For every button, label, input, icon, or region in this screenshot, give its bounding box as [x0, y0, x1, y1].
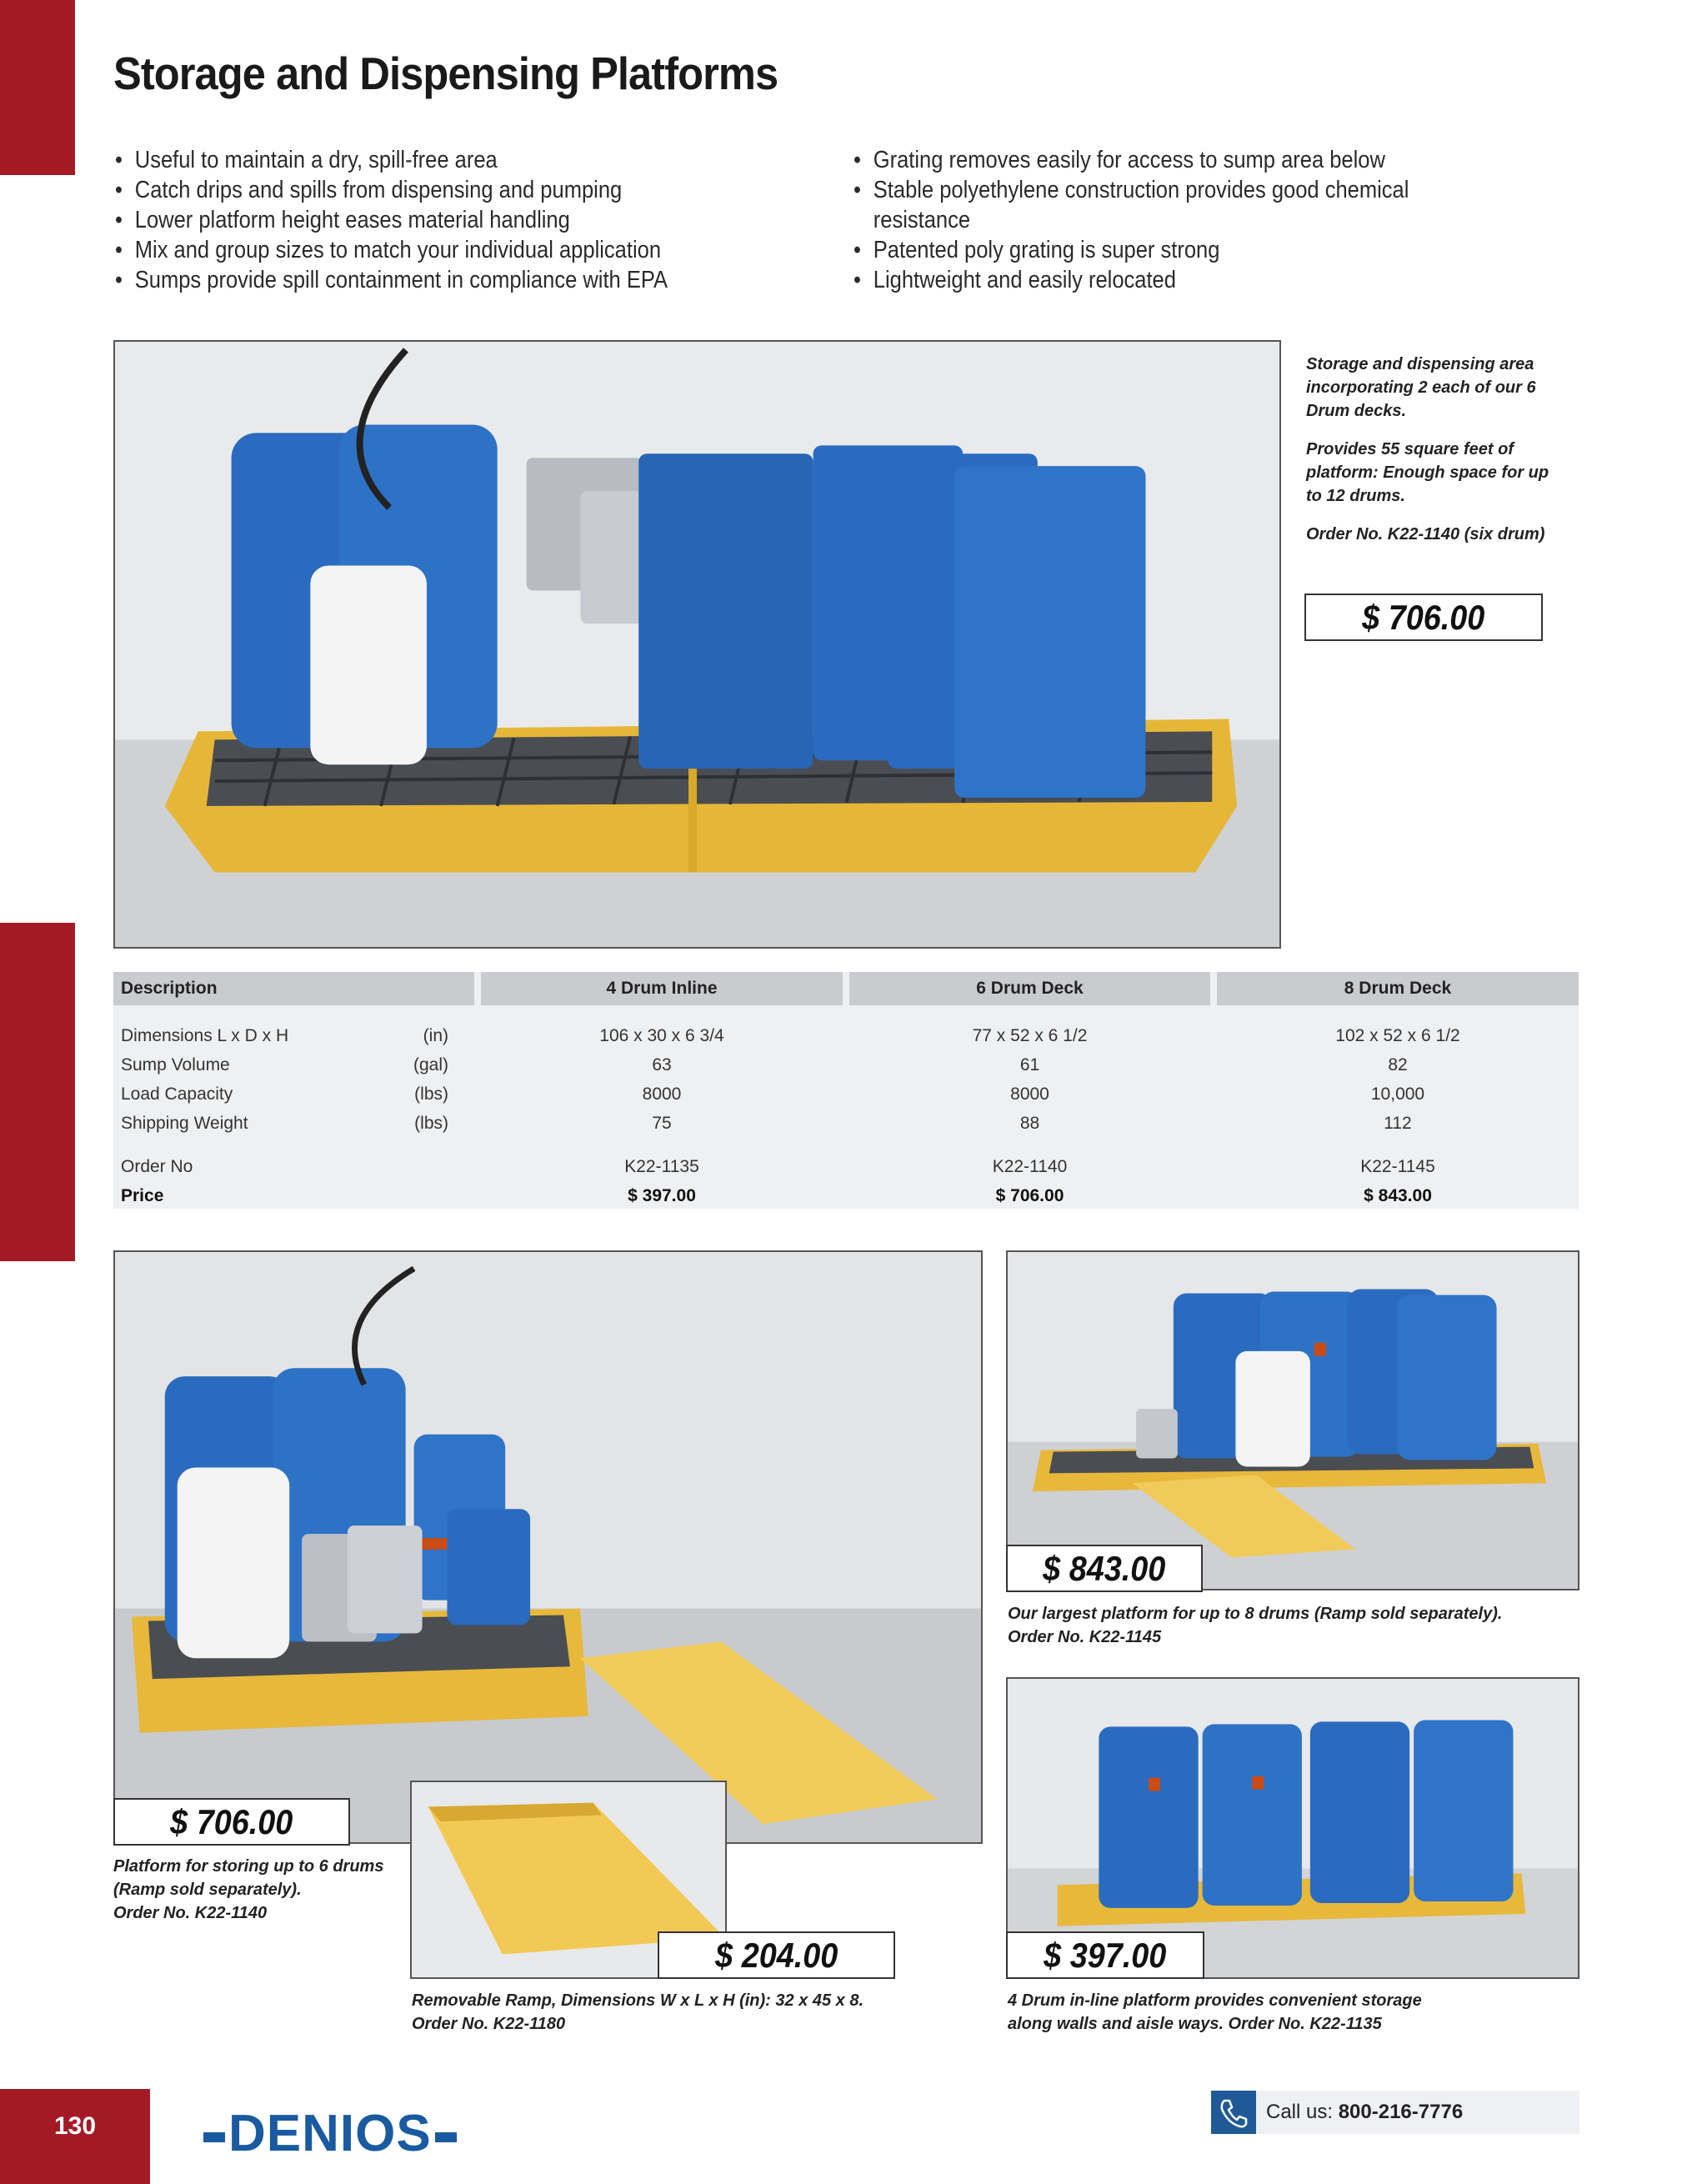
four-drum-price: $ 397.00 [1044, 1936, 1167, 1975]
eight-drum-caption [1008, 1602, 1579, 1649]
side-accent-bar [0, 923, 75, 1261]
row-value: 10,000 [1370, 1084, 1425, 1104]
ramp-caption [412, 1989, 929, 2036]
ramp-price-tag [658, 1931, 895, 1979]
row-value: 63 [652, 1055, 672, 1074]
row-unit: (lbs) [414, 1084, 448, 1104]
feature-item: • Mix and group sizes to match your individual application [115, 235, 775, 265]
hero-product-photo [113, 340, 1281, 949]
table-header-description: Description [113, 972, 474, 1005]
logo-dash-left [203, 2132, 225, 2142]
phone-icon [1211, 2091, 1256, 2134]
specification-table [113, 972, 1579, 1209]
row-value: 77 x 52 x 6 1/2 [972, 1026, 1088, 1045]
eight-drum-platform-photo [1006, 1250, 1579, 1590]
hero-caption [1306, 353, 1556, 561]
denios-logo [200, 2104, 460, 2163]
hero-order-number: Order No. K22-1140 (six drum) [1306, 525, 1545, 543]
top-accent-bar [0, 0, 75, 175]
order-number: K22-1145 [1360, 1157, 1435, 1176]
feature-item: • Lower platform height eases material handling [115, 205, 775, 235]
hero-price-tag [1304, 594, 1543, 641]
caption-line: 4 Drum in-line platform provides convenient storage [1008, 1991, 1422, 2010]
row-label: Price [121, 1186, 164, 1205]
feature-item: • Useful to maintain a dry, spill-free area [115, 145, 775, 175]
order-number: K22-1135 [624, 1157, 699, 1176]
feature-item: • Lightweight and easily relocated [854, 265, 1411, 295]
feature-item: • Grating removes easily for access to sump area below [854, 145, 1411, 175]
caption-line: Removable Ramp, Dimensions W x L x H (in): 32 x 45 x 8. [412, 1991, 864, 2010]
row-unit: (in) [423, 1026, 448, 1045]
six-drum-caption [113, 1855, 397, 1925]
four-drum-price-tag [1006, 1931, 1204, 1979]
row-value: 8000 [642, 1084, 682, 1104]
phone-number[interactable]: 800-216-7776 [1338, 2101, 1464, 2123]
caption-line: Our largest platform for up to 8 drums (Ramp sold separately). [1008, 1605, 1503, 1623]
feature-list-right [854, 145, 1411, 295]
call-label: Call us: [1266, 2101, 1334, 2123]
feature-item: • Patented poly grating is super strong [854, 235, 1411, 265]
logo-dash-right [435, 2132, 457, 2142]
caption-line: Platform for storing up to 6 drums [113, 1857, 384, 1876]
hero-price: $ 706.00 [1362, 598, 1485, 637]
hero-caption-line: Storage and dispensing area incorporating 2 each of our 6 Drum decks. [1306, 355, 1536, 420]
price-value: $ 843.00 [1364, 1186, 1432, 1205]
row-value: 106 x 30 x 6 3/4 [599, 1026, 724, 1045]
row-label: Load Capacity [121, 1084, 233, 1104]
caption-line: Order No. K22-1140 [113, 1904, 268, 1922]
row-value: 112 [1384, 1114, 1412, 1133]
table-header-8-drum: 8 Drum Deck [1217, 972, 1579, 1005]
six-drum-price-tag [113, 1798, 350, 1846]
caption-line: (Ramp sold separately). [113, 1881, 302, 1899]
table-header-4-drum: 4 Drum Inline [481, 972, 843, 1005]
ramp-price: $ 204.00 [714, 1936, 838, 1975]
row-value: 88 [1019, 1114, 1040, 1133]
page-number: 130 [0, 2089, 150, 2184]
price-value: $ 397.00 [628, 1186, 696, 1205]
row-label: Dimensions L x D x H [121, 1026, 289, 1045]
page-title: Storage and Dispensing Platforms [113, 48, 778, 99]
row-value: 82 [1388, 1055, 1408, 1074]
feature-item: • Stable polyethylene construction provides good chemical resistance [854, 175, 1411, 235]
page-footer [0, 2089, 1707, 2184]
table-header-6-drum: 6 Drum Deck [849, 972, 1210, 1005]
six-drum-price: $ 706.00 [170, 1802, 293, 1841]
caption-line: Order No. K22-1180 [412, 2015, 566, 2033]
eight-drum-price: $ 843.00 [1043, 1549, 1166, 1588]
feature-list-left [115, 145, 775, 295]
order-number: K22-1140 [992, 1157, 1068, 1176]
feature-item: • Sumps provide spill containment in compliance with EPA [115, 265, 775, 295]
row-label: Sump Volume [121, 1055, 230, 1074]
six-drum-platform-photo [113, 1250, 983, 1844]
feature-item: • Catch drips and spills from dispensing and pumping [115, 175, 775, 205]
row-label: Shipping Weight [121, 1114, 248, 1133]
caption-line: Order No. K22-1145 [1008, 1628, 1162, 1646]
call-us-text [1266, 2091, 1463, 2134]
row-label: Order No [121, 1157, 193, 1176]
row-value: 102 x 52 x 6 1/2 [1335, 1026, 1460, 1045]
row-value: 75 [652, 1114, 672, 1133]
row-unit: (gal) [413, 1055, 448, 1074]
row-value: 8000 [1010, 1084, 1049, 1104]
row-unit: (lbs) [414, 1114, 448, 1133]
logo-text: DENIOS [228, 2105, 432, 2162]
hero-caption-line: Provides 55 square feet of platform: Enough space for up to 12 drums. [1306, 440, 1549, 505]
call-us-box[interactable] [1211, 2091, 1579, 2134]
row-value: 61 [1019, 1055, 1040, 1074]
eight-drum-price-tag [1006, 1545, 1203, 1592]
caption-line: along walls and aisle ways. Order No. K22-1135 [1008, 2015, 1382, 2033]
four-drum-caption [1008, 1989, 1579, 2036]
price-value: $ 706.00 [995, 1186, 1064, 1205]
